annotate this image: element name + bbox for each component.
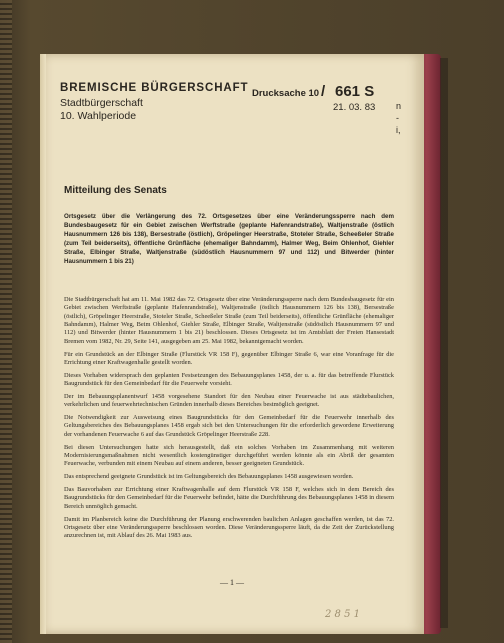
header-chamber: Stadtbürgerschaft [60, 97, 143, 109]
body-paragraph: Der im Bebauungsplanentwurf 1458 vorgesehene Standort für den Neubau einer Feuerwache ist aus städtebaulichen, verkehrlichen und feuerwehrtechnischen Gründen innerhalb dieses Bereiches bestmöglich geeignet. [64, 392, 394, 409]
body-paragraph: Die Notwendigkeit zur Ausweisung eines Baugrundstücks für den Gemeinbedarf für die Feuerwehr innerhalb des Geltungsbereiches des Bebauungsplanes 1458 ergab sich bei den Untersuchungen für die erforderlich gewordene Erweiterung der vorhandenen Feuerwache 6 auf das Grundstück Gröpelinger Heerstraße 228. [64, 414, 394, 438]
margin-marks [396, 100, 408, 136]
margin-mark: n [396, 101, 402, 111]
document-body [64, 296, 394, 545]
page-edge-shading [40, 54, 46, 634]
drucksache-number: 661 S [335, 83, 375, 100]
scan-ruler-edge [0, 0, 12, 643]
margin-mark: - [396, 113, 399, 123]
header-legislative-period: 10. Wahlperiode [60, 110, 137, 122]
body-paragraph: Die Stadtbürgerschaft hat am 11. Mai 1982 das 72. Ortsgesetz über eine Veränderungssperre nach dem Bundesbaugesetz für ein Gebiet zwischen Werftstraße (geplante Hafenrandstraße), Waltjenstraße (östlich Hausnummern 126 bis 138), Bersestraße (östlich), Gröpelinger Heerstraße, Stoteler Straße, Scheeßeler Straße (zum Teil beiderseits), öffentliche Grünfläche (ehemaliger Bahndamm), Halmer Weg, Beim Ohlenhof, Giehler Straße, Elbinger Straße, Waltjenstraße (südöstlich Hausnummern 97 und 112) und Bitwerder (hinter Hausnummern 1 bis 21) beschlossen. Dieses Ortsgesetz ist im Amtsblatt der Freien Hansestadt Bremen vom 1982, Nr. 29, Seite 141, ausgegeben am 25. Mai 1982, bekanntgemacht worden. [64, 296, 394, 345]
lead-paragraph: Ortsgesetz über die Verlängerung des 72. Ortsgesetzes über eine Veränderungssperre nach dem Bundesbaugesetz für ein Gebiet zwischen Werftstraße (geplante Hafenrandstraße), Waltjenstraße (östlich Hausnummern 126 bis 138), Bersestraße (östlich), Gröpelinger Heerstraße, Stoteler Straße, Scheeßeler Straße (zum Teil beiderseits), öffentliche Grünfläche (ehemaliger Bahndamm), Halmer Weg, Beim Ohlenhof, Giehler Straße, Elbinger Straße, Waltjenstraße (südöstlich Hausnummern 97 und 112) und Bitwerder (hinter Hausnummern 1 bis 21) [64, 213, 394, 266]
body-paragraph: Das Bauvorhaben zur Errichtung einer Kraftwagenhalle auf dem Flurstück VR 158 F, welches sich in dem Bereich des Baugrundstücks für den Gemeinbedarf für die Feuerwehr befindet, hätte die Durchführung des Bebauungsplanes 1458 in diesem Bereich unmöglich gemacht. [64, 486, 394, 510]
body-paragraph: Bei diesen Untersuchungen hatte sich herausgestellt, daß ein solches Vorhaben im Zusammenhang mit weiteren Modernisierungsmaßnahmen nicht wesentlich kostengünstiger durchgeführt werden könnte als ein Abriß der gesamten Feuerwache, verbunden mit einem Neubau auf einem anderen, besser geeigneten Grundstück. [64, 443, 394, 468]
body-paragraph: Für ein Grundstück an der Elbinger Straße (Flurstück VR 158 F), gegenüber Elbinger Straße 6, war eine Voranfrage für die Errichtung einer Kraftwagenhalle gestellt worden. [64, 350, 394, 366]
drucksache-label: Drucksache 10 [252, 88, 320, 99]
page-number: — 1 — [220, 578, 244, 587]
margin-mark: i, [396, 125, 401, 135]
handwritten-note: 2 8 5 1 [325, 609, 360, 620]
body-paragraph: Dieses Vorhaben widersprach den geplanten Festsetzungen des Bebauungsplanes 1458, der u. a. für das betreffende Flurstück Baugrundstück für den Gemeinbedarf für die Feuerwehr vorsieht. [64, 371, 394, 388]
body-paragraph: Damit im Planbereich keine die Durchführung der Planung erschwerenden baulichen Anlagen geschaffen werden, ist das 72. Ortsgesetz über eine Veränderungssperre beschlossen worden. Diese Veränderungssperre läuft, da die Zeit der Zurückstellung anzurechnen ist, mit Ablauf des 26. Mai 1983 aus. [64, 515, 394, 540]
binder-shadow [440, 58, 448, 628]
document-title: Mitteilung des Senats [64, 185, 167, 196]
body-paragraph: Das entsprechend geeignete Grundstück ist im Geltungsbereich des Bebauungsplanes 1458 ausgewiesen worden. [64, 473, 354, 481]
header-organization: BREMISCHE BÜRGERSCHAFT [60, 82, 249, 94]
drucksache-slash: / [321, 83, 326, 100]
document-date: 21. 03. 83 [333, 102, 376, 113]
